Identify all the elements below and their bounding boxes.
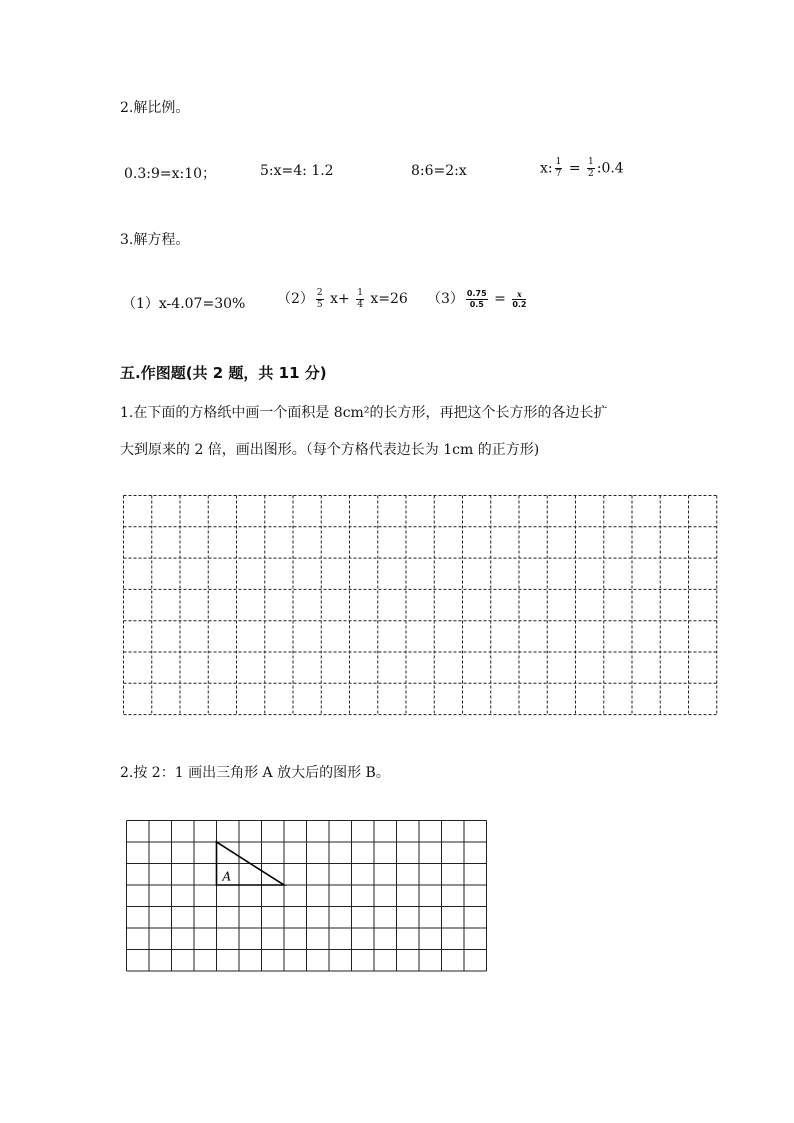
triangle-label: A xyxy=(222,869,232,884)
q2-item-4-prefix: x: xyxy=(540,160,553,177)
q2-item-2: 5:x=4: 1.2 xyxy=(260,163,334,179)
q2-item-1: 0.3:9=x:10； xyxy=(124,166,217,182)
q3-eq-2: （2） $\frac{2}{5}$ x+ $\frac{1}{4}$ x=26 xyxy=(277,287,408,310)
fraction: $\frac{0.75}{0.5}$ xyxy=(466,288,487,309)
fraction: $\frac{x}{0.2}$ xyxy=(512,288,527,309)
fraction: $\frac{2}{5}$ xyxy=(316,287,323,310)
dashed-grid-paper[interactable] xyxy=(121,493,719,717)
fraction: $\frac{1}{4}$ xyxy=(357,287,363,310)
solid-grid-paper[interactable] xyxy=(124,818,491,974)
problem-1-line-1: 1.在下面的方格纸中画一个面积是 8cm²的长方形，再把这个长方形的各边长扩 xyxy=(120,405,608,421)
section-heading: 五.作图题(共 2 题，共 11 分) xyxy=(120,364,327,382)
problem-2-text: 2.按 2：1 画出三角形 A 放大后的图形 B。 xyxy=(120,765,390,781)
q3-eq-3: （3） $\frac{0.75}{0.5}$ = $\frac{x}{0.2}$ xyxy=(427,288,527,309)
q2-item-4: x: $\frac{1}{7}$ = $\frac{1}{2}$ :0.4 xyxy=(540,157,624,179)
q3-eq-1: （1）x-4.07=30% xyxy=(122,296,246,312)
fraction: $\frac{1}{7}$ xyxy=(555,157,562,179)
q2-title: 2.解比例。 xyxy=(120,100,190,116)
q3-title: 3.解方程。 xyxy=(120,232,190,248)
problem-1-line-2: 大到原来的 2 倍，画出图形。（每个方格代表边长为 1cm 的正方形) xyxy=(120,442,540,458)
fraction: $\frac{1}{2}$ xyxy=(588,157,594,179)
q2-item-3: 8:6=2:x xyxy=(411,163,467,179)
